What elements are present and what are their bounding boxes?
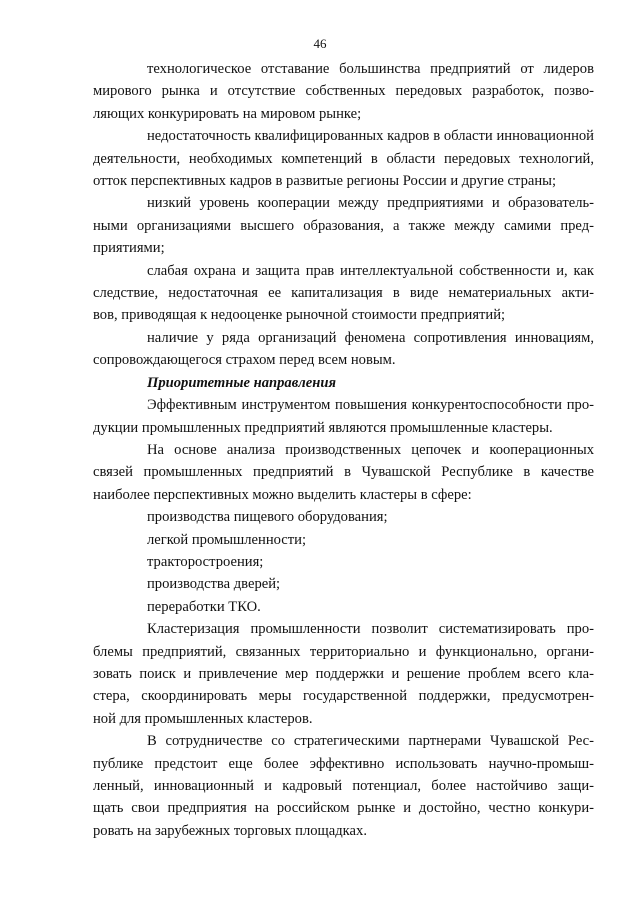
text-line: ляющих конкурировать на мировом рынке; bbox=[93, 105, 362, 122]
text-line: блемы предприятий, связанных территориально и функционально, органи- bbox=[93, 643, 594, 660]
text-line: В сотрудничестве со стратегическими партнерами Чувашской Рес- bbox=[147, 733, 594, 750]
paragraph-low-cooperation bbox=[93, 192, 594, 259]
text-line: Эффективным инструментом повышения конкурентоспособности про- bbox=[147, 397, 594, 414]
paragraph-innovation-resistance bbox=[93, 327, 594, 372]
list-item: тракторостроения; bbox=[147, 553, 264, 570]
text-line: следствие, недостаточная ее капитализация в виде нематериальных акти- bbox=[93, 285, 594, 302]
text-line: технологическое отставание большинства предприятий от лидеров bbox=[147, 61, 594, 77]
cluster-list bbox=[93, 506, 594, 618]
text-line: мирового рынка и отсутствие собственных передовых разработок, позво- bbox=[93, 83, 594, 100]
text-line: слабая охрана и защита прав интеллектуальной собственности и, как bbox=[147, 262, 594, 279]
text-line: Кластеризация промышленности позволит систематизировать про- bbox=[147, 621, 594, 638]
text-line: дукции промышленных предприятий являются промышленные кластеры. bbox=[93, 419, 553, 436]
text-line: приятиями; bbox=[93, 240, 165, 257]
text-line: отток перспективных кадров в развитые регионы России и другие страны; bbox=[93, 173, 557, 190]
document-body bbox=[93, 58, 594, 842]
text-line: публике предстоит еще более эффективно использовать научно-промыш- bbox=[93, 755, 594, 772]
list-item: производства дверей; bbox=[147, 576, 281, 593]
paragraph-ip-protection bbox=[93, 260, 594, 327]
text-line: наиболее перспективных можно выделить кластеры в сфере: bbox=[93, 486, 472, 503]
list-item: переработки ТКО. bbox=[147, 598, 261, 615]
text-line: недостаточность квалифицированных кадров в области инновационной bbox=[147, 128, 594, 145]
text-line: ной для промышленных кластеров. bbox=[93, 710, 313, 727]
text-line: зовать поиск и привлечение мер поддержки и решение проблем всего кла- bbox=[93, 665, 594, 682]
page-number: 46 bbox=[313, 36, 327, 51]
section-heading-priority-directions: Приоритетные направления bbox=[147, 374, 336, 391]
text-line: вов, приводящая к недооценке рыночной стоимости предприятий; bbox=[93, 307, 506, 324]
text-line: ровать на зарубежных торговых площадках. bbox=[93, 822, 367, 839]
paragraph-technological-lag bbox=[93, 58, 594, 125]
text-line: На основе анализа производственных цепочек и кооперационных bbox=[147, 441, 594, 458]
paragraph-clusterization bbox=[93, 618, 594, 730]
paragraph-clusters-intro bbox=[93, 394, 594, 439]
text-line: ными организациями высшего образования, а также между самими пред- bbox=[93, 217, 594, 234]
text-line: стера, скоординировать меры государственной поддержки, предусмотрен- bbox=[93, 688, 594, 705]
text-line: связей промышленных предприятий в Чувашской Республике в качестве bbox=[93, 464, 594, 481]
text-line: ленный, инновационный и кадровый потенциал, более настойчиво защи- bbox=[93, 778, 594, 794]
paragraph-strategic-partners bbox=[93, 730, 594, 842]
text-line: наличие у ряда организаций феномена сопротивления инновациям, bbox=[147, 329, 594, 346]
paragraph-personnel-shortage bbox=[93, 125, 594, 192]
text-line: низкий уровень кооперации между предприятиями и образователь- bbox=[147, 195, 594, 212]
text-line: щать свои предприятия на российском рынке и достойно, честно конкури- bbox=[93, 800, 594, 817]
text-line: сопровождающегося страхом перед всем новым. bbox=[93, 352, 396, 369]
list-item: легкой промышленности; bbox=[147, 531, 307, 548]
paragraph-cluster-analysis bbox=[93, 439, 594, 506]
text-line: деятельности, необходимых компетенций в области передовых технологий, bbox=[93, 150, 594, 167]
list-item: производства пищевого оборудования; bbox=[147, 509, 388, 526]
